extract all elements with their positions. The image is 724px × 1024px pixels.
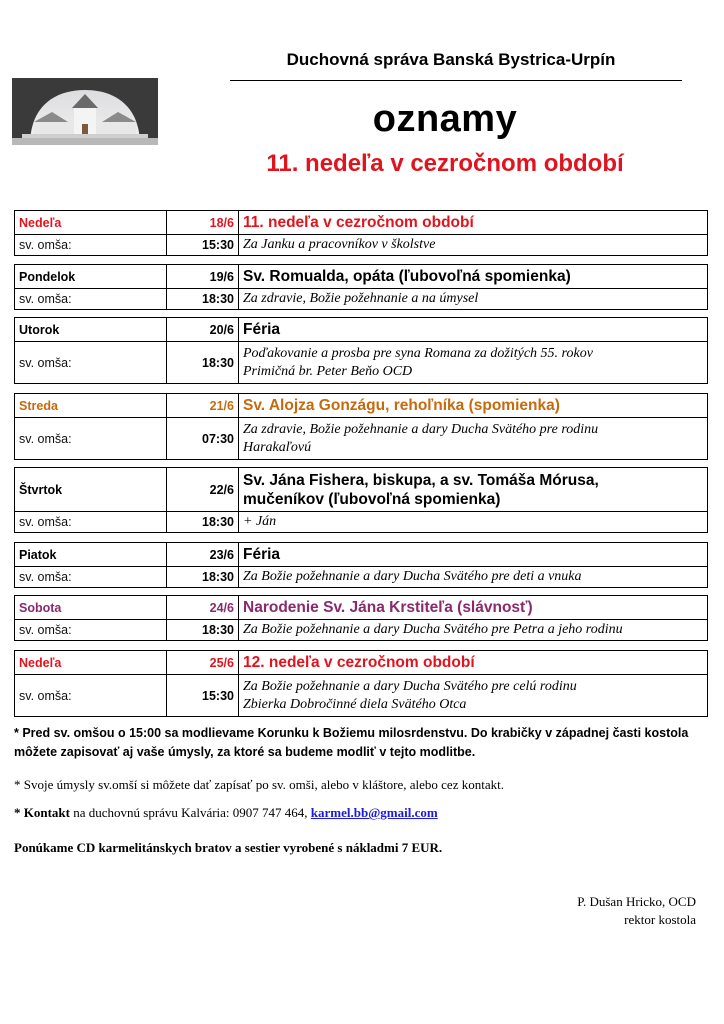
mass-time: 15:30 [202, 238, 234, 252]
day-block [14, 210, 708, 256]
contact-text: na duchovnú správu Kalvária: 0907 747 464, [69, 805, 311, 820]
day-date: 20/6 [209, 322, 234, 337]
mass-label: sv. omša: [19, 292, 72, 306]
day-name: Pondelok [19, 269, 76, 284]
mass-label: sv. omša: [19, 515, 72, 529]
day-block [14, 264, 708, 310]
feast-title: Sv. Romualda, opáta (ľubovoľná spomienka) [243, 268, 571, 285]
day-date: 21/6 [209, 398, 234, 413]
signature-role: rektor kostola [624, 912, 696, 927]
day-name: Piatok [19, 547, 57, 562]
contact-note [14, 805, 704, 821]
church-photo [12, 78, 158, 145]
mass-intention: Za Božie požehnanie a dary Ducha Svätého pre deti a vnuka [243, 569, 582, 584]
mass-label: sv. omša: [19, 431, 72, 446]
mass-time: 18:30 [202, 515, 234, 529]
page-title: oznamy [372, 98, 518, 140]
feast-title: Sv. Jána Fishera, biskupa, a sv. Tomáša Mórusa, mučeníkov (ľubovoľná spomienka) [243, 471, 599, 508]
day-date: 18/6 [209, 215, 234, 230]
parish-name: Duchovná správa Banská Bystrica-Urpín [286, 50, 616, 69]
day-block [14, 467, 708, 533]
day-block [14, 317, 708, 384]
mass-intention: Za Božie požehnanie a dary Ducha Svätého pre Petra a jeho rodinu [243, 622, 623, 637]
mass-label: sv. omša: [19, 355, 72, 370]
day-name: Štvrtok [19, 482, 63, 497]
contact-label: * Kontakt [14, 805, 70, 820]
mass-intention: Primičná br. Peter Beňo OCD [243, 363, 413, 379]
mass-intention: Za Janku a pracovníkov v školstve [243, 237, 436, 252]
feast-title: Féria [243, 546, 281, 563]
intentions-note: * Svoje úmysly sv.omší si môžete dať zapísať po sv. omši, alebo v kláštore, alebo cez kontakt. [14, 777, 504, 792]
mass-label: sv. omša: [19, 570, 72, 584]
cd-offer-note: Ponúkame CD karmelitánskych bratov a sestier vyrobené s nákladmi 7 EUR. [14, 840, 443, 855]
day-name: Nedeľa [19, 655, 62, 670]
feast-title: Narodenie Sv. Jána Krstiteľa (slávnosť) [243, 599, 533, 616]
mass-intention: Zbierka Dobročinné diela Svätého Otca [243, 696, 467, 712]
mass-time: 18:30 [202, 570, 234, 584]
day-date: 25/6 [209, 655, 234, 670]
feast-title: Féria [243, 321, 281, 338]
rosary-note: * Pred sv. omšou o 15:00 sa modlievame Korunku k Božiemu milosrdenstvu. Do krabičky v západnej časti kostola môžete zapisovať aj vaše úmysly, za ktoré sa budeme modliť v tejto modlitbe. [14, 726, 689, 759]
day-block [14, 650, 708, 717]
mass-time: 18:30 [202, 623, 234, 637]
mass-time: 15:30 [202, 688, 234, 703]
contact-email-link[interactable]: karmel.bb@gmail.com [310, 805, 438, 820]
header-divider [230, 80, 682, 81]
mass-time: 18:30 [202, 355, 234, 370]
mass-intention: Za zdravie, Božie požehnanie a na úmysel [243, 291, 479, 306]
day-date: 24/6 [209, 600, 234, 615]
mass-intention: Za zdravie, Božie požehnanie a dary Ducha Svätého pre rodinu [243, 421, 599, 437]
feast-title: 11. nedeľa v cezročnom období [243, 214, 474, 231]
day-name: Sobota [19, 600, 62, 615]
day-name: Streda [19, 398, 58, 413]
day-name: Utorok [19, 322, 60, 337]
mass-label: sv. omša: [19, 623, 72, 637]
day-date: 19/6 [209, 269, 234, 284]
day-block [14, 595, 708, 641]
signature-name: P. Dušan Hricko, OCD [577, 894, 696, 909]
page-subtitle: 11. nedeľa v cezročnom období [266, 150, 624, 177]
mass-intention: Za Božie požehnanie a dary Ducha Svätého pre celú rodinu [243, 678, 577, 694]
day-date: 22/6 [209, 482, 234, 497]
mass-intention: Harakaľovú [243, 439, 312, 455]
day-date: 23/6 [209, 547, 234, 562]
feast-title: Sv. Alojza Gonzágu, rehoľníka (spomienka) [243, 397, 560, 414]
mass-intention: + Ján [243, 514, 277, 529]
mass-label: sv. omša: [19, 688, 72, 703]
day-name: Nedeľa [19, 215, 62, 230]
mass-time: 07:30 [202, 431, 234, 446]
mass-time: 18:30 [202, 292, 234, 306]
signature [577, 893, 696, 929]
day-block [14, 542, 708, 588]
mass-label: sv. omša: [19, 238, 72, 252]
day-block [14, 393, 708, 460]
feast-title: 12. nedeľa v cezročnom období [243, 654, 475, 671]
mass-intention: Poďakovanie a prosba pre syna Romana za dožitých 55. rokov [243, 345, 593, 361]
